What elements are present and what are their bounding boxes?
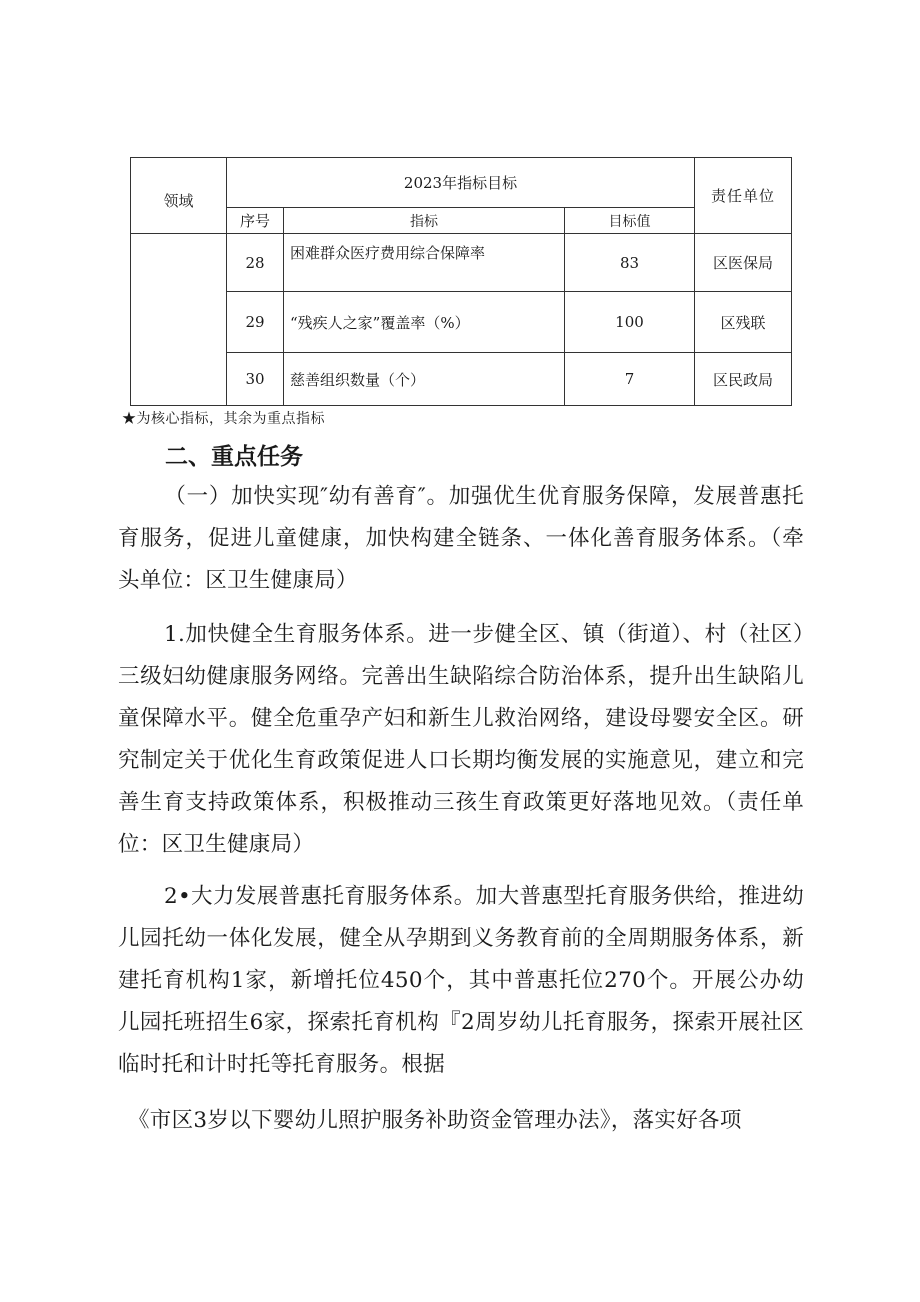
table-row: [131, 353, 792, 406]
row-indicator: 慈善组织数量（个）: [284, 353, 565, 406]
section-heading: 二、重点任务: [165, 444, 303, 470]
paragraph-text: （一）加快实现″幼有善育″。加强优生优育服务保障，发展普惠托育服务，促进儿童健康，加快构建全链条、一体化善育服务体系。（牵头单位：区卫生健康局）: [118, 484, 804, 593]
row-unit: 区残联: [695, 292, 792, 353]
table-row: [131, 234, 792, 292]
row-no: 28: [227, 234, 284, 292]
domain-cell: [131, 234, 227, 406]
responsible-header: 责任单位: [695, 158, 792, 234]
col-indicator-header: 指标: [284, 208, 565, 234]
row-target: 100: [565, 292, 695, 353]
row-indicator: 困难群众医疗费用综合保障率: [284, 234, 565, 292]
row-no: 30: [227, 353, 284, 406]
row-no: 29: [227, 292, 284, 353]
domain-header: 领域: [131, 158, 227, 234]
paragraph-text: 1.加快健全生育服务体系。进一步健全区、镇（街道）、村（社区）三级妇幼健康服务网络。完善出生缺陷综合防治体系，提升出生缺陷儿童保障水平。健全危重孕产妇和新生儿救治网络，建设母婴安全区。研究制定关于优化生育政策促进人口长期均衡发展的实施意见，建立和完善生育支持政策体系，积极推动三孩生育政策更好落地见效。（责任单位：区卫生健康局）: [118, 622, 804, 857]
table-note: ★为核心指标，其余为重点指标: [122, 411, 325, 427]
row-unit: 区民政局: [695, 353, 792, 406]
row-target: 7: [565, 353, 695, 406]
paragraph-2: [118, 614, 804, 866]
target-header: 2023年指标目标: [227, 158, 695, 208]
paragraph-text: 2•大力发展普惠托育服务体系。加大普惠型托育服务供给，推进幼儿园托幼一体化发展，健全从孕期到义务教育前的全周期服务体系，新建托育机构1家，新增托位450个，其中普惠托位270个。开展公办幼儿园托班招生6家，探索托育机构『2周岁幼儿托育服务，探索开展社区临时托和计时托等托育服务。根据: [118, 884, 804, 1077]
row-unit: 区医保局: [695, 234, 792, 292]
paragraph-1: [118, 476, 804, 602]
paragraph-text: 《市区3岁以下婴幼儿照护服务补助资金管理办法》，落实好各项: [128, 1108, 742, 1133]
row-target: 83: [565, 234, 695, 292]
paragraph-3: [118, 876, 804, 1086]
col-no-header: 序号: [227, 208, 284, 234]
paragraph-4: [128, 1100, 808, 1142]
col-target-header: 目标值: [565, 208, 695, 234]
table-row: [131, 292, 792, 353]
row-indicator: “残疾人之家”覆盖率（%）: [284, 292, 565, 353]
indicator-table: [130, 157, 792, 406]
